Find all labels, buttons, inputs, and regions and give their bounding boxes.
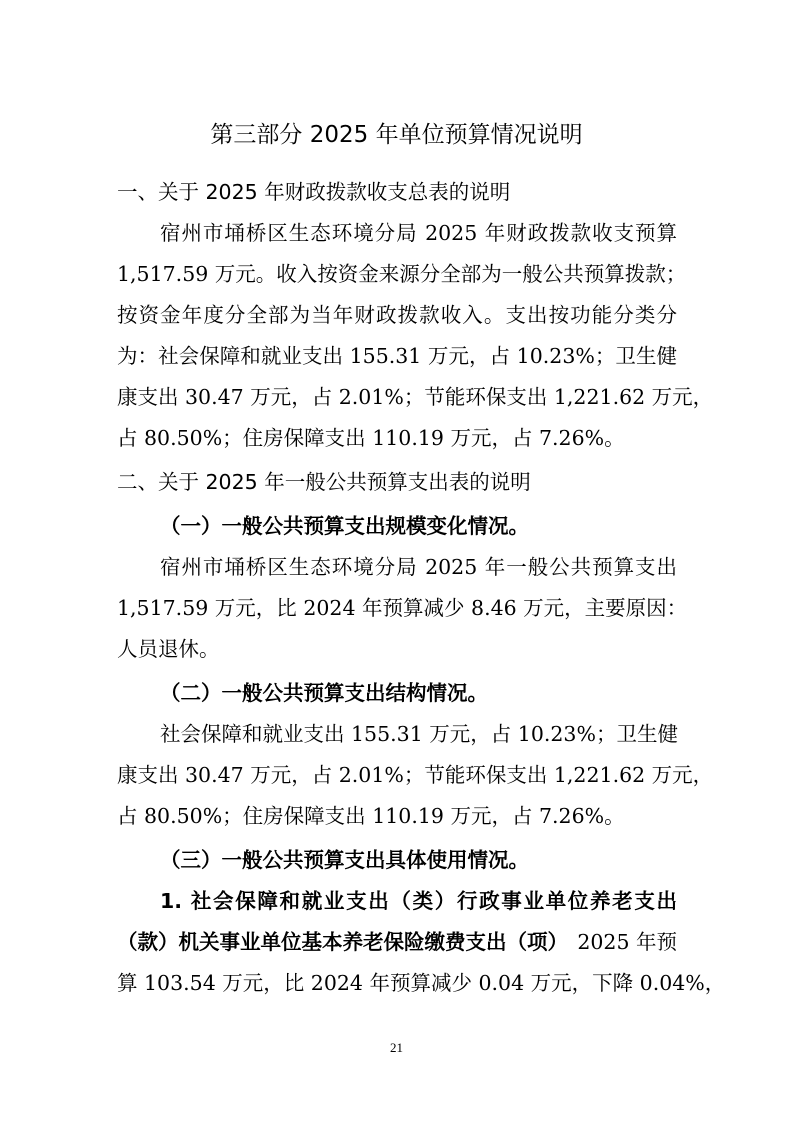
subsection-heading-2: （二）一般公共预算支出结构情况。 <box>160 681 488 705</box>
paragraph-line: 康支出 30.47 万元，占 2.01%；节能环保支出 1,221.62 万元， <box>117 385 714 409</box>
paragraph-line: 为：社会保障和就业支出 155.31 万元，占 10.23%；卫生健 <box>117 344 677 368</box>
mixed-line <box>117 928 677 956</box>
section-heading-2: 二、关于 2025 年一般公共预算支出表的说明 <box>117 470 531 494</box>
subsection-heading-3: （三）一般公共预算支出具体使用情况。 <box>160 848 529 872</box>
item-heading-continued: （款）机关事业单位基本养老保险缴费支出（项） <box>117 930 568 954</box>
subsection-heading-1: （一）一般公共预算支出规模变化情况。 <box>160 514 529 538</box>
paragraph-line: 按资金年度分全部为当年财政拨款收入。支出按功能分类分 <box>117 303 677 327</box>
paragraph-line: 占 80.50%；住房保障支出 110.19 万元，占 7.26%。 <box>117 426 625 450</box>
section-heading-1: 一、关于 2025 年财政拨款收支总表的说明 <box>117 180 511 204</box>
paragraph-line: 占 80.50%；住房保障支出 110.19 万元，占 7.26%。 <box>117 804 625 828</box>
page-title: 第三部分 2025 年单位预算情况说明 <box>210 122 583 148</box>
paragraph-line: 算 103.54 万元，比 2024 年预算减少 0.04 万元，下降 0.04%， <box>117 971 726 995</box>
paragraph-line: 康支出 30.47 万元，占 2.01%；节能环保支出 1,221.62 万元， <box>117 763 714 787</box>
paragraph-line: 宿州市埇桥区生态环境分局 2025 年一般公共预算支出 <box>160 555 677 579</box>
page-number: 21 <box>390 1040 403 1055</box>
paragraph-line: 人员退休。 <box>117 637 220 661</box>
item-heading-line: 1. 社会保障和就业支出（类）行政事业单位养老支出 <box>160 889 677 913</box>
paragraph-line: 1,517.59 万元，比 2024 年预算减少 8.46 万元，主要原因： <box>117 596 688 620</box>
paragraph-line: 社会保障和就业支出 155.31 万元，占 10.23%；卫生健 <box>160 722 678 746</box>
paragraph-fragment: 2025 年预 <box>577 930 677 954</box>
paragraph-line: 宿州市埇桥区生态环境分局 2025 年财政拨款收支预算 <box>160 221 677 245</box>
paragraph-line: 1,517.59 万元。收入按资金来源分全部为一般公共预算拨款； <box>117 262 687 286</box>
